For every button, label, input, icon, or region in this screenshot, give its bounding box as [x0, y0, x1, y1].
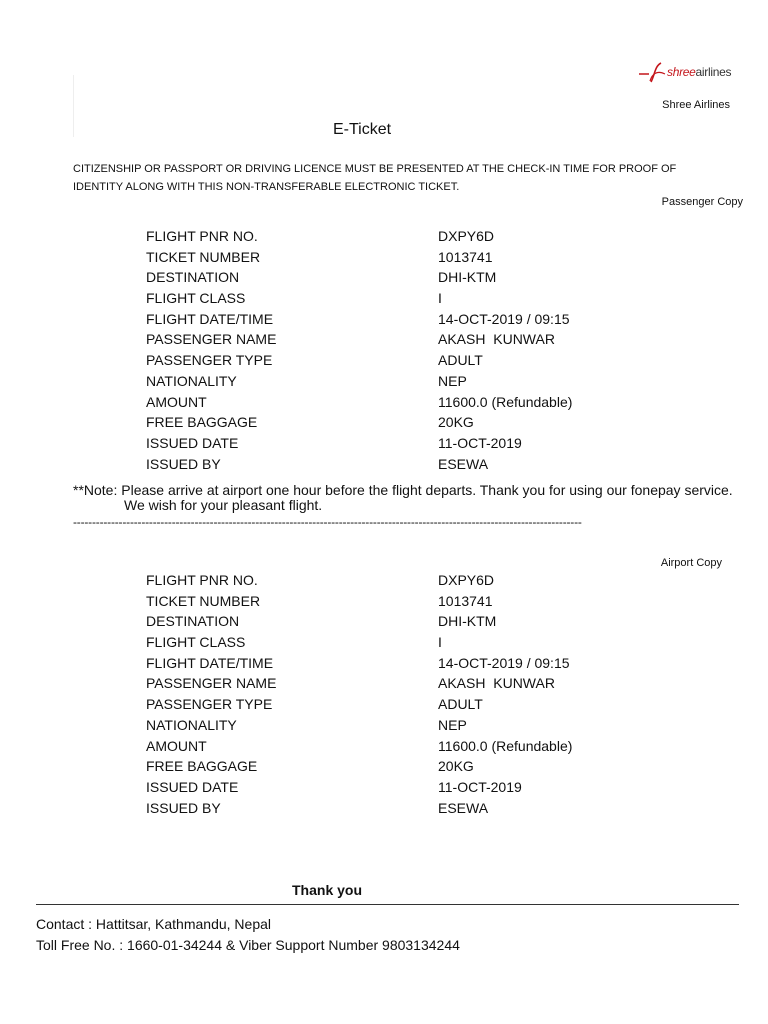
identity-notice: CITIZENSHIP OR PASSPORT OR DRIVING LICENCE MUST BE PRESENTED AT THE CHECK-IN TIME FOR PROOF OF IDENTITY ALONG WITH THIS NON-TRANSFERABLE ELECTRONIC TICKET.: [73, 163, 677, 193]
field-value: 20KG: [438, 758, 474, 775]
cut-line-separator: --------------------------------------------------------------------------------------------------------------------------------------: [73, 515, 582, 529]
field-value: 1013741: [438, 592, 493, 609]
field-label: ISSUED DATE: [146, 434, 239, 451]
field-value: NEP: [438, 372, 467, 389]
arrival-note: [73, 483, 753, 513]
field-label: NATIONALITY: [146, 372, 237, 389]
field-value: 11600.0 (Refundable): [438, 737, 573, 754]
field-label: TICKET NUMBER: [146, 248, 261, 265]
field-value: AKASH KUNWAR: [438, 675, 555, 692]
field-label: PASSENGER NAME: [146, 331, 277, 348]
field-value: 14-OCT-2019 / 09:15: [438, 310, 570, 327]
document-title: E-Ticket: [333, 121, 392, 138]
field-label: FLIGHT CLASS: [146, 634, 246, 651]
field-label: PASSENGER TYPE: [146, 352, 273, 369]
field-value: 20KG: [438, 414, 474, 431]
field-label: FLIGHT PNR NO.: [146, 572, 258, 588]
field-value: DHI-KTM: [438, 269, 497, 286]
toll-free-number: Toll Free No. : 1660-01-34244 & Viber Support Number 9803134244: [36, 937, 460, 953]
field-label: NATIONALITY: [146, 716, 237, 733]
logo-wordmark: shreeairlines: [667, 65, 732, 79]
field-label: DESTINATION: [146, 269, 240, 286]
field-value: I: [438, 290, 442, 307]
field-label: TICKET NUMBER: [146, 592, 261, 609]
field-value: DXPY6D: [438, 572, 495, 588]
field-label: ISSUED BY: [146, 455, 221, 472]
field-value: 11600.0 (Refundable): [438, 393, 573, 410]
company-name: Shree Airlines: [662, 99, 730, 111]
field-label: PASSENGER NAME: [146, 675, 277, 692]
field-value: DHI-KTM: [438, 613, 497, 630]
field-value: 14-OCT-2019 / 09:15: [438, 654, 570, 671]
field-label: DESTINATION: [146, 613, 240, 630]
field-value: ADULT: [438, 352, 483, 369]
field-value: 11-OCT-2019: [438, 434, 522, 451]
shree-airlines-logo: [637, 58, 745, 88]
field-value: ADULT: [438, 696, 483, 713]
field-label: AMOUNT: [146, 737, 207, 754]
thank-you-text: Thank you: [292, 882, 363, 898]
field-value: NEP: [438, 716, 467, 733]
field-value: ESEWA: [438, 799, 489, 816]
field-label: FLIGHT CLASS: [146, 290, 246, 307]
field-value: I: [438, 634, 442, 651]
footer-divider: [36, 904, 739, 905]
field-label: FLIGHT DATE/TIME: [146, 654, 274, 671]
field-label: ISSUED DATE: [146, 778, 239, 795]
field-value: 11-OCT-2019: [438, 778, 522, 795]
field-label: AMOUNT: [146, 393, 207, 410]
note-line-2: We wish for your pleasant flight.: [124, 497, 323, 513]
field-label: FREE BAGGAGE: [146, 414, 258, 431]
logo-swoosh-icon: [637, 60, 667, 84]
field-label: ISSUED BY: [146, 799, 221, 816]
passenger-copy-label: Passenger Copy: [661, 196, 743, 208]
margin-mark: [73, 75, 74, 137]
field-label: PASSENGER TYPE: [146, 696, 273, 713]
airport-copy-label: Airport Copy: [660, 557, 722, 569]
field-value: ESEWA: [438, 455, 489, 472]
field-label: FREE BAGGAGE: [146, 758, 258, 775]
contact-address: Contact : Hattitsar, Kathmandu, Nepal: [36, 916, 272, 932]
field-value: 1013741: [438, 248, 493, 265]
note-line-1: **Note: Please arrive at airport one hour before the flight departs. Thank you for using our fonepay service.: [73, 482, 733, 498]
field-label: FLIGHT DATE/TIME: [146, 310, 274, 327]
field-value: AKASH KUNWAR: [438, 331, 555, 348]
field-value: DXPY6D: [438, 228, 495, 244]
field-label: FLIGHT PNR NO.: [146, 228, 258, 244]
